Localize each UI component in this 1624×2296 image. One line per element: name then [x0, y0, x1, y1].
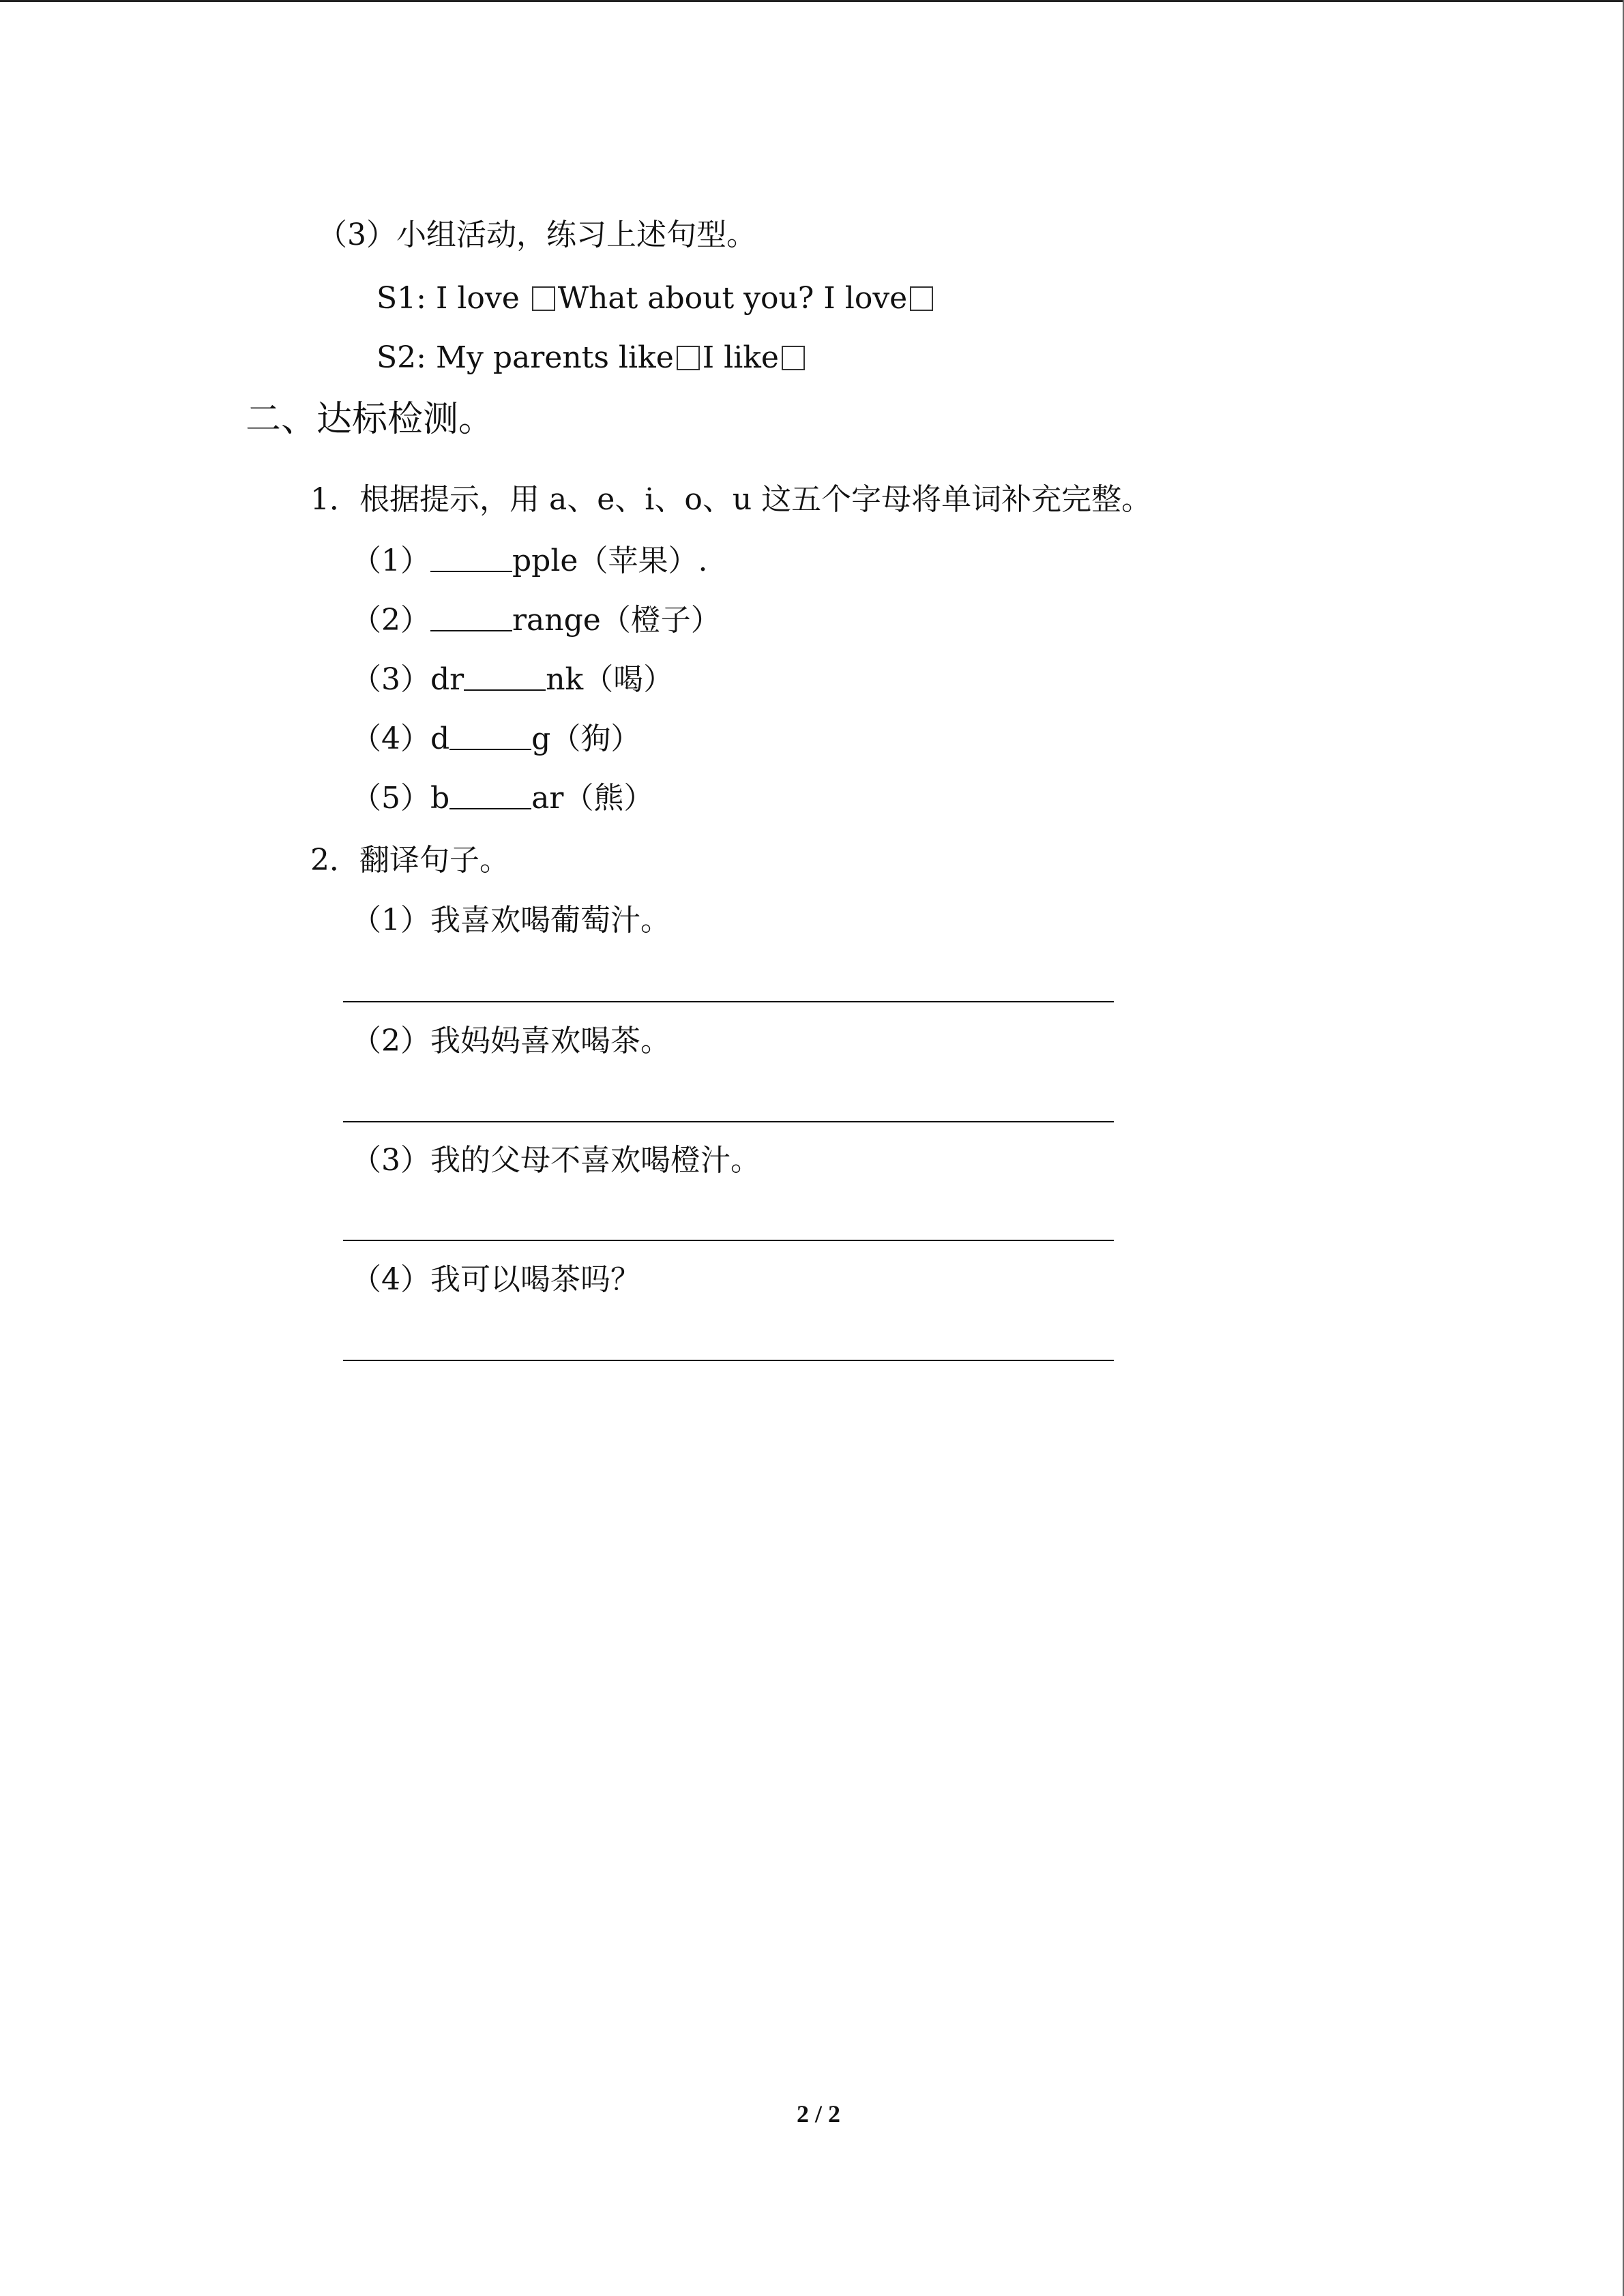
letter-blank[interactable] [449, 781, 531, 809]
translate-item-4: （4）我可以喝茶吗？ [351, 1262, 640, 1297]
fill-item-3 [351, 659, 673, 700]
s2-text-a: S2: My parents like [377, 340, 674, 375]
sentence-s1 [377, 278, 936, 319]
fill-item-5 [351, 778, 653, 819]
word-end: nk（喝） [546, 662, 674, 697]
letter-blank[interactable] [449, 721, 531, 750]
sentence-s2 [377, 338, 808, 378]
s2-text-b: I like [702, 340, 779, 375]
blank-box [910, 286, 933, 311]
translate-item-1: （1）我喜欢喝葡萄汁。 [351, 903, 670, 938]
word-start: d [430, 721, 450, 756]
answer-line-2[interactable] [343, 1121, 1114, 1122]
blank-box [782, 346, 805, 370]
section-heading: 二、达标检测。 [246, 399, 494, 440]
group-activity-label: （3）小组活动，练习上述句型。 [317, 218, 756, 252]
letter-blank[interactable] [430, 543, 512, 572]
word-end: range（橙子） [512, 603, 721, 638]
word-end: ar（熊） [531, 781, 654, 816]
letter-blank[interactable] [464, 662, 546, 691]
item-number: （3） [351, 662, 430, 697]
item-number: （4） [351, 721, 430, 756]
question-2-prompt: 2．翻译句子。 [310, 843, 510, 878]
translate-item-2: （2）我妈妈喜欢喝茶。 [351, 1024, 670, 1058]
fill-item-4 [351, 719, 640, 760]
item-number: （5） [351, 781, 430, 816]
item-number: （2） [351, 603, 430, 638]
s1-text-a: S1: I love [377, 281, 529, 316]
translate-item-3: （3）我的父母不喜欢喝橙汁。 [351, 1143, 761, 1178]
blank-box [532, 286, 555, 311]
word-start: dr [430, 662, 464, 697]
item-number: （1） [351, 543, 430, 578]
word-end: pple（苹果）. [512, 543, 708, 578]
blank-box [677, 346, 700, 370]
answer-line-1[interactable] [343, 1001, 1114, 1002]
word-end: g（狗） [531, 721, 641, 756]
question-1-prompt: 1．根据提示，用 a、e、i、o、u 这五个字母将单词补充完整。 [310, 482, 1152, 517]
answer-line-3[interactable] [343, 1240, 1114, 1241]
fill-item-2 [351, 600, 721, 641]
fill-item-1 [351, 541, 707, 582]
s1-text-b: What about you? I love [557, 281, 908, 316]
word-start: b [430, 781, 450, 816]
page-number: 2 / 2 [797, 2100, 841, 2128]
answer-line-4[interactable] [343, 1360, 1114, 1361]
top-border [0, 0, 1624, 2]
letter-blank[interactable] [430, 603, 512, 631]
